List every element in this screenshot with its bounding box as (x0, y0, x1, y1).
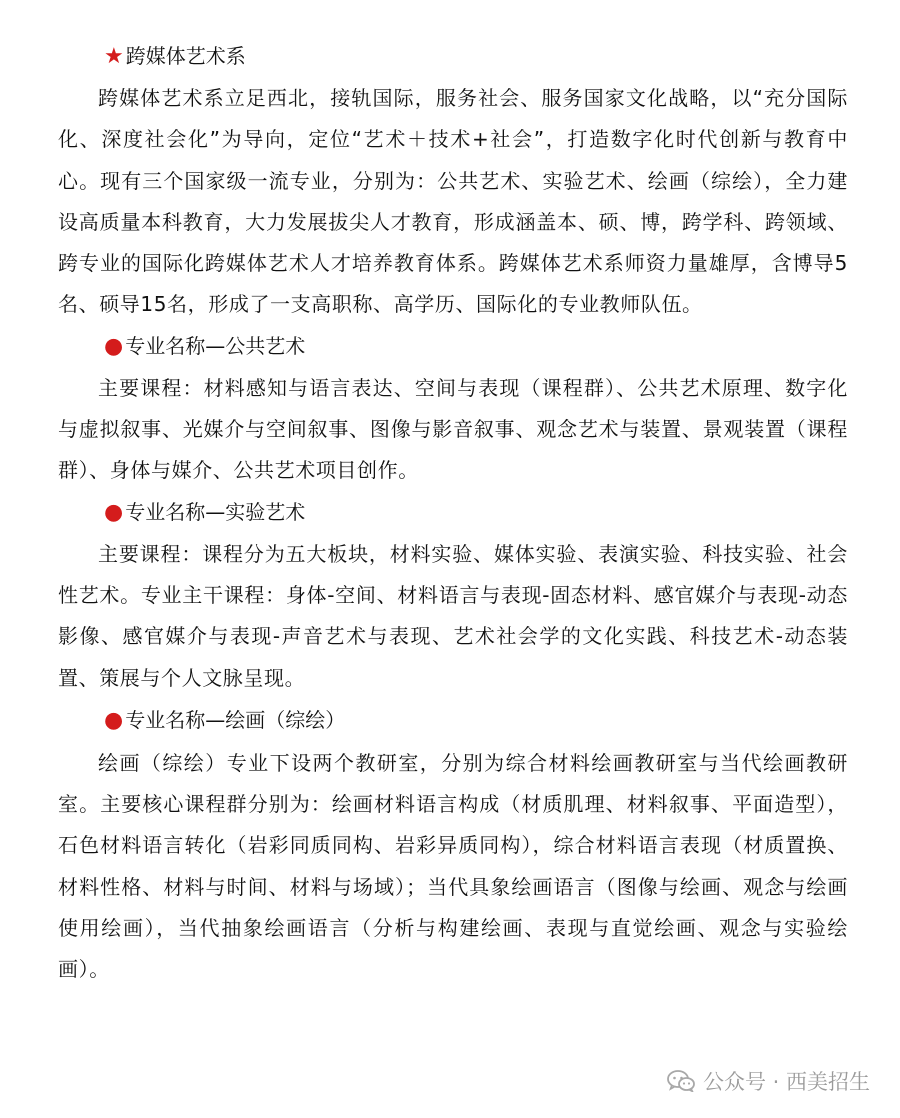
major-title: 专业名称—绘画（综绘） (125, 707, 346, 732)
article-body (58, 38, 848, 991)
major-body-painting: 绘画（综绘）专业下设两个教研室，分别为综合材料绘画教研室与当代绘画教研室。主要核心课程群分别为：绘画材料语言构成（材质肌理、材料叙事、平面造型），石色材料语言转化（岩彩同质同构、岩彩异质同构），综合材料语言表现（材质置换、材料性格、材料与时间、材料与场域）；当代具象绘画语言（图像与绘画、观念与绘画使用绘画），当代抽象绘画语言（分析与构建绘画、表现与直觉绘画、观念与实验绘画）。 (58, 750, 848, 982)
star-icon: ★ (104, 44, 124, 69)
major-body-public-art: 主要课程：材料感知与语言表达、空间与表现（课程群）、公共艺术原理、数字化与虚拟叙事、光媒介与空间叙事、图像与影音叙事、观念艺术与装置、景观装置（课程群）、身体与媒介、公共艺术项目创作。 (58, 375, 848, 483)
major-heading-painting (104, 702, 848, 739)
bullet-icon: ● (104, 499, 124, 525)
major-title: 专业名称—实验艺术 (125, 499, 306, 524)
department-heading (104, 38, 848, 75)
department-intro: 跨媒体艺术系立足西北，接轨国际，服务社会、服务国家文化战略，以“充分国际化、深度社会化”为导向，定位“艺术＋技术+社会”，打造数字化时代创新与教育中心。现有三个国家级一流专业，分别为：公共艺术、实验艺术、绘画（综绘），全力建设高质量本科教育，大力发展拔尖人才教育，形成涵盖本、硕、博，跨学科、跨领域、跨专业的国际化跨媒体艺术人才培养教育体系。跨媒体艺术系师资力量雄厚，含博导5名、硕导15名，形成了一支高职称、高学历、国际化的专业教师队伍。 (58, 86, 848, 317)
bullet-icon: ● (104, 333, 124, 359)
department-title: 跨媒体艺术系 (125, 44, 246, 68)
major-title: 专业名称—公共艺术 (125, 333, 306, 358)
wechat-watermark (667, 1066, 870, 1096)
bullet-icon: ● (104, 707, 124, 733)
watermark-text: 公众号 · 西美招生 (702, 1070, 870, 1094)
major-heading-public-art (104, 328, 848, 365)
major-body-experimental-art: 主要课程：课程分为五大板块，材料实验、媒体实验、表演实验、科技实验、社会性艺术。专业主干课程：身体-空间、材料语言与表现-固态材料、感官媒介与表现-动态影像、感官媒介与表现-声音艺术与表现、艺术社会学的文化实践、科技艺术-动态装置、策展与个人文脉呈现。 (58, 541, 848, 690)
major-heading-experimental-art (104, 494, 848, 531)
wechat-icon (667, 1070, 695, 1092)
